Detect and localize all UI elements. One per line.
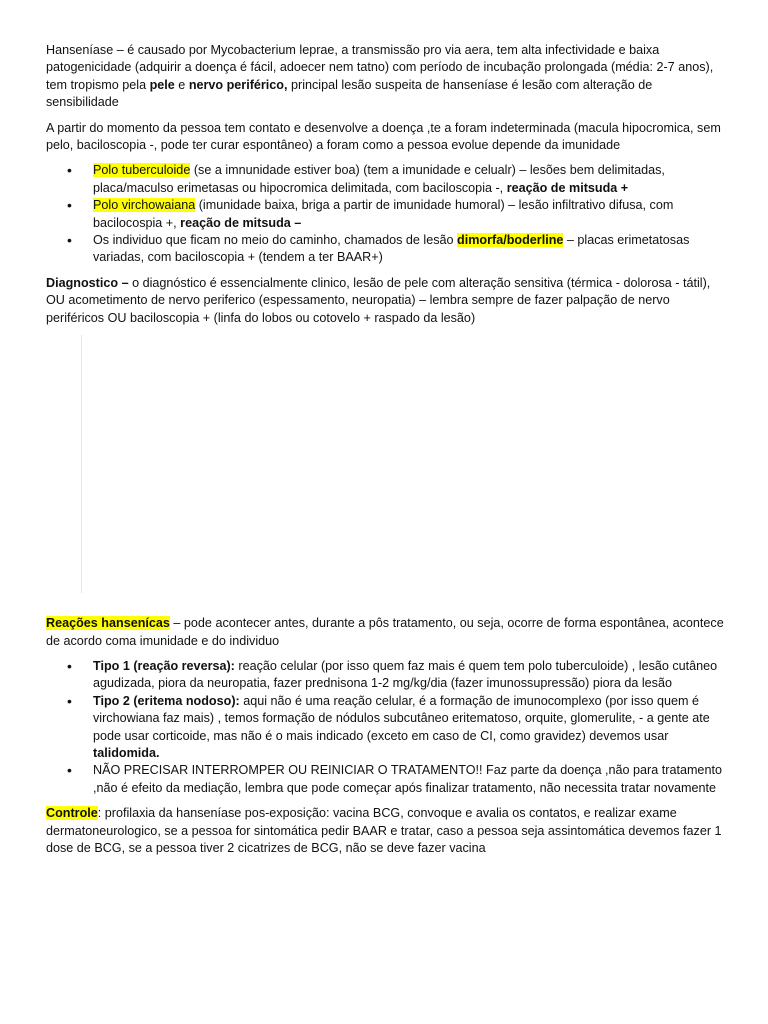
list-item-dimorfa: • Os individuo que ficam no meio do caminho, chamados de lesão dimorfa/boderline – placas erimetatosas variadas, com baciloscopia + (tendem a ter BAAR+) <box>46 232 726 267</box>
controle-paragraph: Controle: profilaxia da hanseníase pos-exposição: vacina BCG, convoque e avalia os contatos, e realizar exame dermatoneurologico, se a pessoa for sintomática pedir BAAR e tratar, caso a pessoa seja assintomática devemos fazer 1 dose de BCG, se a pessoa tiver 2 cicatrizes de BCG, não se deve fazer vacina <box>46 806 722 855</box>
highlight-dimorfa: dimorfa/boderline <box>457 233 564 248</box>
reacoes-paragraph: Reações hansenícas – pode acontecer antes, durante a pôs tratamento, ou seja, ocorre de forma espontânea, acontece de acordo coma imunidade e do individuo <box>46 616 724 648</box>
list-item-tipo-2: • Tipo 2 (eritema nodoso): aqui não é uma reação celular, é a formação de imunocomplexo (por isso quem é virchowiana faz mais) , temos formação de nódulos subcutâneo eritematoso, orquite, glomerulite, - a gente ate pode usar corticoide, mas não é o mais indicado (exceto em caso de CI, como gravidez) devemos usar talidomida. <box>46 693 726 763</box>
blank-figure-area <box>46 335 726 615</box>
bold-nervo-periferico: nervo periférico, <box>188 77 288 92</box>
document-body <box>46 42 726 865</box>
list-item-polo-virchowaiana: • Polo virchowaiana (imunidade baixa, briga a partir de imunidade humoral) – lesão infiltrativo difusa, com bacilocospia +, reação de mitsuda – <box>46 197 726 232</box>
list-item-tipo-1: • Tipo 1 (reação reversa): reação celular (por isso quem faz mais é quem tem polo tuberculoide) , lesão cutâneo agudizada, piora da neuropatia, fazer prednisona 1-2 mg/kg/dia (fazer imunossupressão) piora da lesão <box>46 658 726 693</box>
highlight-polo-virchowaiana: Polo virchowaiana <box>93 198 196 213</box>
highlight-controle: Controle <box>46 806 98 821</box>
diagnostico-heading: Diagnostico – <box>46 275 129 290</box>
polos-list <box>46 162 726 266</box>
faint-vertical-line <box>81 335 82 593</box>
tipos-list <box>46 658 726 797</box>
evolution-paragraph: A partir do momento da pessoa tem contato e desenvolve a doença ,te a foram indeterminada (macula hipocromica, sem pelo, baciloscopia -, pode ter curar espontâneo) a foram como a pessoa evolue depende da imunidade <box>46 120 721 153</box>
highlight-polo-tuberculoide: Polo tuberculoide <box>93 163 191 178</box>
list-item-polo-tuberculoide: • Polo tuberculoide (se a imnunidade estiver boa) (tem a imunidade e celualr) – lesões bem delimitadas, placa/maculso erimetasas ou hipocromica delimitada, com baciloscopia -, reação de mitsuda + <box>46 162 726 197</box>
bold-pele: pele <box>149 77 175 92</box>
intro-paragraph: Hanseníase – é causado por Mycobacterium leprae, a transmissão pro via aera, tem alta infectividade e baixa patogenicidade (adquirir a doença é fácil, adoecer nem tatno) com período de incubação prolongada (média: 2-7 anos), tem tropismo pela pele e nervo periférico, principal lesão suspeita de hanseníase é lesão com alteração de sensibilidade <box>46 43 714 110</box>
highlight-reacoes-hansenicas: Reações hansenícas <box>46 616 170 631</box>
list-item-nao-interromper: • NÃO PRECISAR INTERROMPER OU REINICIAR O TRATAMENTO!! Faz parte da doença ,não para tratamento ,não é efeito da mediação, lembra que pode começar após finalizar tratamento, não necessita tratar novamente <box>46 762 726 797</box>
diagnostico-paragraph: Diagnostico – o diagnóstico é essencialmente clinico, lesão de pele com alteração sensitiva (térmica - dolorosa - tátil), OU acometimento de nervo periferico (espessamento, neuropatia) – lembra sempre de fazer palpação de nervo periféricos OU baciloscopia + (linfa do lobos ou cotovelo + raspado da lesão) <box>46 275 711 325</box>
